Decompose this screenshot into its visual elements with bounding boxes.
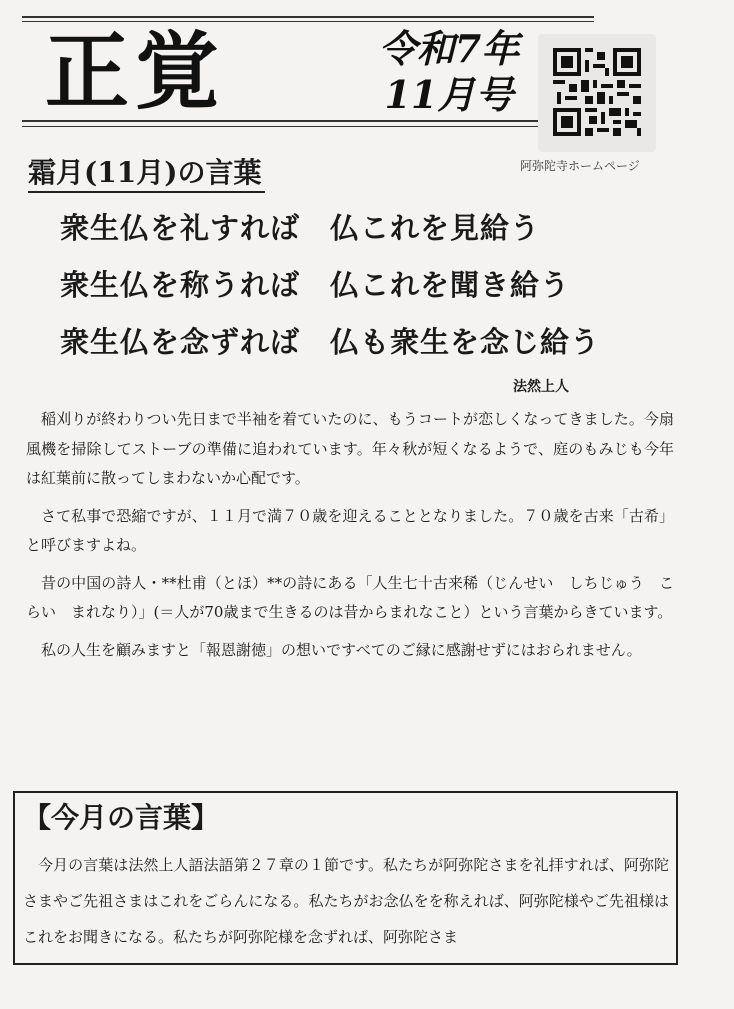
masthead-rule-thin (22, 126, 594, 127)
masthead-rule (22, 120, 594, 122)
issue-month: 11月号 (384, 72, 514, 117)
qr-caption: 阿弥陀寺ホームページ (520, 159, 640, 173)
issue-date (364, 26, 534, 118)
masthead-title: 正覚 (45, 22, 226, 121)
qr-code-icon (553, 48, 641, 136)
verse-line-1: 衆生仏を礼すれば 仏これを見給う (60, 211, 541, 245)
box-title: 【今月の言葉】 (23, 801, 220, 834)
verse-line-3: 衆生仏を念ずれば 仏も衆生を念じ給う (60, 325, 601, 359)
qr-code[interactable] (538, 34, 656, 152)
box-paragraph: 今月の言葉は法然上人語法語第２７章の１節です。私たちが阿弥陀さまを礼拝すれば、阿弥陀さまやご先祖さまはこれをごらんになる。私たちがお念仏をを称えれば、阿弥陀様やご先祖様はこれをお聞きになる。私たちが阿弥陀様を念ずれば、阿弥陀さま (23, 856, 669, 946)
box-text (23, 847, 669, 955)
body-text (26, 405, 674, 673)
top-rule (22, 16, 594, 18)
monthly-words-box (13, 791, 678, 965)
paragraph: 昔の中国の詩人・**杜甫（とほ）**の詩にある「人生七十古来稀（じんせい しちじゅう こらい まれなり）」(＝人が70歳まで生きるのは昔からまれなこと）という言葉からきています。 (26, 573, 674, 621)
paragraph: 私の人生を顧みますと「報恩謝徳」の想いですべてのご縁に感謝せずにはおられません。 (41, 640, 642, 659)
verse-author: 法然上人 (513, 379, 569, 395)
issue-year: 令和7年 (378, 26, 520, 71)
paragraph: さて私事で恐縮ですが、１１月で満７０歳を迎えることとなりました。７０歳を古来「古希」と呼びますよね。 (26, 506, 674, 554)
verse-line-2: 衆生仏を称うれば 仏これを聞き給う (60, 268, 571, 302)
paragraph: 稲刈りが終わりつい先日まで半袖を着ていたのに、もうコートが恋しくなってきました。今扇風機を掃除してストーブの準備に追われています。年々秋が短くなるようで、庭のもみじも今年は紅葉前に散ってしまわないか心配です。 (26, 410, 674, 487)
section-title: 霜月(11月)の言葉 (28, 155, 265, 193)
